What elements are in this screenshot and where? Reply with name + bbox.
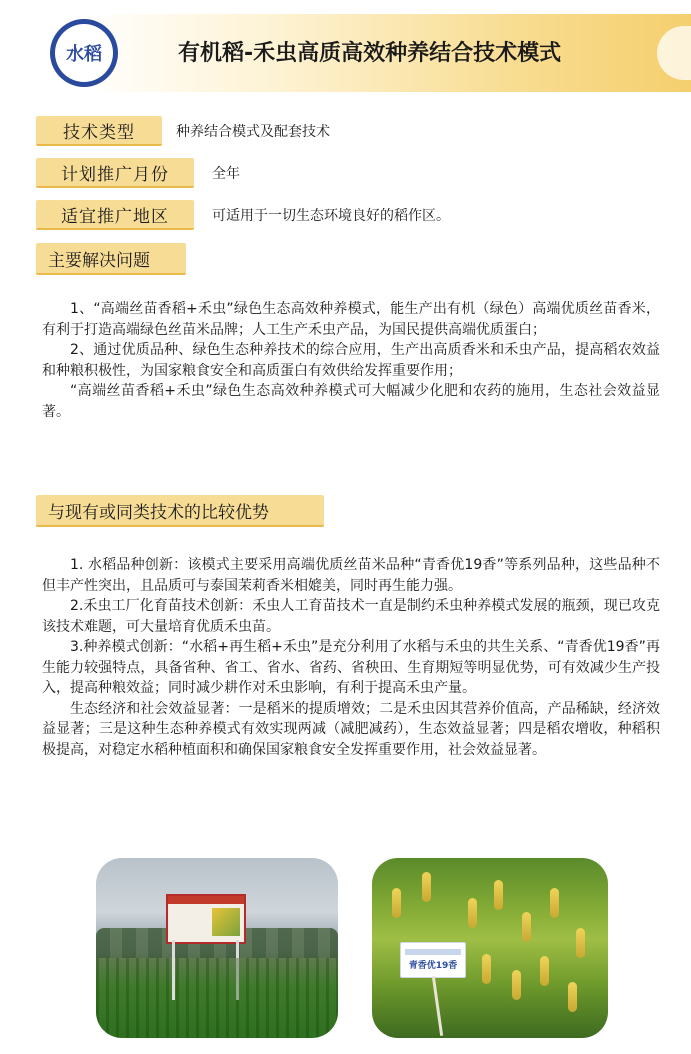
rice-seedlings bbox=[96, 958, 338, 1038]
label-promo-month: 计划推广月份 bbox=[36, 158, 194, 188]
section-heading-problems: 主要解决问题 bbox=[36, 243, 186, 275]
photo-rice-panicles bbox=[372, 858, 608, 1038]
category-badge-label: 水稻 bbox=[55, 24, 113, 82]
billboard-sign bbox=[166, 894, 246, 944]
section-heading-advantages: 与现有或同类技术的比较优势 bbox=[36, 495, 324, 527]
label-tech-type: 技术类型 bbox=[36, 116, 162, 146]
value-promo-month: 全年 bbox=[212, 166, 240, 182]
category-badge bbox=[50, 19, 118, 87]
paragraph: 生态经济和社会效益显著：一是稻米的提质增效；二是禾虫因其营养价值高，产品稀缺，经济效益显著；三是这种生态种养模式有效实现两减（减肥减药），生态效益显著；四是稻农增收，种稻积极提高，对稳定水稻种植面积和确保国家粮食安全发挥重要作用，社会效益显著。 bbox=[42, 700, 660, 758]
paragraph: 2、通过优质品种、绿色生态种养技术的综合应用，生产出高质香米和禾虫产品，提高稻农效益和种粮积极性，为国家粮食安全和高质蛋白有效供给发挥重要作用； bbox=[42, 342, 660, 379]
paragraph: 1、“高端丝苗香稻+禾虫”绿色生态高效种养模式，能生产出有机（绿色）高端优质丝苗香米，有利于打造高端绿色丝苗米品牌；人工生产禾虫产品，为国民提供高端优质蛋白； bbox=[42, 301, 660, 338]
section-body-advantages bbox=[42, 555, 660, 760]
sign-stake bbox=[432, 976, 443, 1036]
value-tech-type: 种养结合模式及配套技术 bbox=[176, 124, 330, 140]
page-title: 有机稻-禾虫高质高效种养结合技术模式 bbox=[178, 41, 562, 66]
paragraph: 1. 水稻品种创新：该模式主要采用高端优质丝苗米品种“青香优19香”等系列品种，这些品种不但丰产性突出，且品质可与泰国茉莉香米相媲美，同时再生能力强。 bbox=[42, 557, 660, 594]
paragraph: 3.种养模式创新：“水稻+再生稻+禾虫”是充分利用了水稻与禾虫的共生关系、“青香优19香”再生能力较强特点，具备省种、省工、省水、省药、省秧田、生育期短等明显优势，可有效减少生产投入，提高种粮效益；同时减少耕作对禾虫影响，有利于提高禾虫产量。 bbox=[42, 639, 660, 696]
section-body-problems bbox=[42, 299, 660, 422]
photo-rice-field-billboard bbox=[96, 858, 338, 1038]
variety-sign-label: 青香优19香 bbox=[408, 961, 458, 971]
paragraph: “高端丝苗香稻+禾虫”绿色生态高效种养模式可大幅减少化肥和农药的施用，生态社会效益显著。 bbox=[42, 383, 660, 420]
value-promo-region: 可适用于一切生态环境良好的稻作区。 bbox=[212, 208, 450, 224]
variety-sign bbox=[400, 942, 466, 978]
label-promo-region: 适宜推广地区 bbox=[36, 200, 194, 230]
paragraph: 2.禾虫工厂化育苗技术创新：禾虫人工育苗技术一直是制约禾虫种养模式发展的瓶颈，现已攻克该技术难题，可大量培育优质禾虫苗。 bbox=[42, 598, 660, 635]
